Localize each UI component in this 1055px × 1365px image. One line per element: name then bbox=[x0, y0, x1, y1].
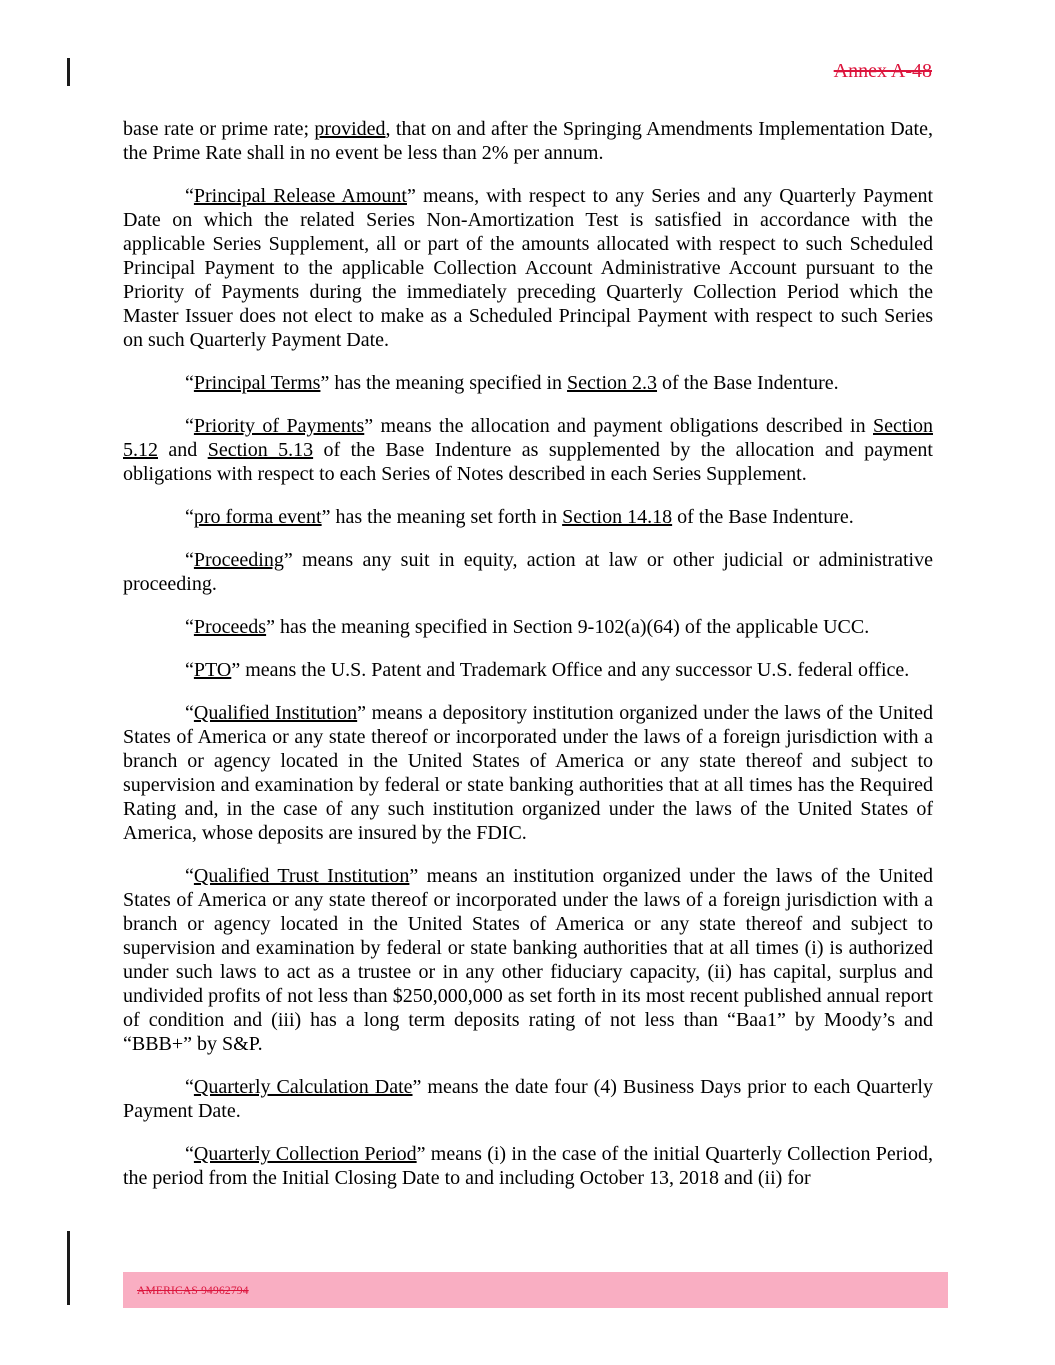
defined-term: pro forma event bbox=[193, 506, 322, 528]
defined-term: Qualified Institution bbox=[193, 702, 358, 724]
paragraph bbox=[123, 414, 933, 486]
text-run: ” means the U.S. Patent and Trademark Office and any successor U.S. federal office. bbox=[231, 659, 910, 681]
text-run: “ bbox=[185, 415, 194, 437]
text-run: ” means the date four (4) Business Days prior to each Quarterly Payment Date. bbox=[123, 1076, 933, 1122]
text-run: ” means an institution organized under the laws of the United States of America or any state thereof or incorporated under the laws of a foreign jurisdiction with a branch or agency located in the United States of America or any state thereof and subject to supervision and examination by federal or state banking authorities that at all times (i) is authorized under such laws to act as a trustee or in any other fiduciary capacity, (ii) has capital, surplus and undivided profits of not less than $250,000,000 as set forth in its most recent published annual report of condition and (iii) has a long term deposits rating of not less than “Baa1” by Moody’s and “BBB+” by S&P. bbox=[123, 865, 934, 1055]
footer-highlight-bar bbox=[123, 1272, 948, 1308]
paragraph bbox=[123, 701, 933, 845]
text-run: “ bbox=[185, 1143, 194, 1165]
text-run: “ bbox=[185, 1076, 194, 1098]
text-run: of the Base Indenture as supplemented by the allocation and payment obligations with respect to each Series of Notes described in each Series Supplement. bbox=[123, 439, 933, 485]
defined-term: Proceeding bbox=[193, 549, 284, 571]
paragraph bbox=[123, 615, 933, 639]
text-run: “ bbox=[185, 549, 194, 571]
paragraph bbox=[123, 371, 933, 395]
defined-term: Principal Release Amount bbox=[193, 185, 407, 207]
defined-term: Proceeds bbox=[193, 616, 267, 638]
annex-page-label: Annex A-48 bbox=[833, 60, 932, 82]
defined-term: Quarterly Collection Period bbox=[193, 1143, 417, 1165]
defined-term: Section 2.3 bbox=[567, 372, 658, 394]
text-run: ” has the meaning set forth in bbox=[321, 506, 563, 528]
text-run: “ bbox=[185, 702, 194, 724]
defined-term: provided bbox=[314, 118, 386, 140]
text-run: ” has the meaning specified in bbox=[320, 372, 568, 394]
text-run: ” has the meaning specified in Section 9-102(a)(64) of the applicable UCC. bbox=[266, 616, 870, 638]
paragraph bbox=[123, 658, 933, 682]
text-run: ” means any suit in equity, action at law or other judicial or administrative proceeding. bbox=[123, 549, 933, 595]
change-bar-bottom bbox=[67, 1231, 70, 1305]
text-run: “ bbox=[185, 372, 194, 394]
footer-doc-code: AMERICAS 94962794 bbox=[137, 1285, 249, 1297]
text-run: “ bbox=[185, 659, 194, 681]
defined-term: Principal Terms bbox=[193, 372, 321, 394]
paragraph bbox=[123, 548, 933, 596]
paragraph bbox=[123, 117, 933, 165]
defined-term: Section 14.18 bbox=[562, 506, 673, 528]
paragraph bbox=[123, 505, 933, 529]
text-run: , that on and after the Springing Amendments Implementation Date, the Prime Rate shall in no event be less than 2% per annum. bbox=[123, 118, 933, 164]
text-run: “ bbox=[185, 865, 194, 887]
defined-term: Qualified Trust Institution bbox=[193, 865, 410, 887]
change-bar-top bbox=[67, 58, 70, 86]
text-run: “ bbox=[185, 506, 194, 528]
paragraph bbox=[123, 184, 933, 352]
text-run: ” means a depository institution organized under the laws of the United States of America or any state thereof or incorporated under the laws of a foreign jurisdiction with a branch or agency located in the United States of America or any state thereof and subject to supervision and examination by federal or state banking authorities that at all times has the Required Rating and, in the case of any such institution organized under the laws of the United States of America, whose deposits are insured by the FDIC. bbox=[123, 702, 933, 844]
text-run: ” means, with respect to any Series and any Quarterly Payment Date on which the related Series Non-Amortization Test is satisfied in accordance with the applicable Series Supplement, all or part of the amounts allocated with respect to such Scheduled Principal Payment to the applicable Collection Account Administrative Account pursuant to the Priority of Payments during the immediately preceding Quarterly Collection Period which the Master Issuer does not elect to make as a Scheduled Principal Payment with respect to such Series on such Quarterly Payment Date. bbox=[123, 185, 933, 351]
text-run: of the Base Indenture. bbox=[657, 372, 839, 394]
paragraph bbox=[123, 864, 933, 1056]
text-run: and bbox=[158, 439, 208, 461]
text-run: “ bbox=[185, 616, 194, 638]
text-run: ” means the allocation and payment obligations described in bbox=[364, 415, 873, 437]
paragraph bbox=[123, 1142, 933, 1190]
defined-term: Section 5.13 bbox=[207, 439, 314, 461]
defined-term: Quarterly Calculation Date bbox=[193, 1076, 413, 1098]
text-run: of the Base Indenture. bbox=[672, 506, 854, 528]
defined-term: Priority of Payments bbox=[193, 415, 365, 437]
defined-term: PTO bbox=[193, 659, 232, 681]
text-run: “ bbox=[185, 185, 194, 207]
text-run: ” means (i) in the case of the initial Quarterly Collection Period, the period from the Initial Closing Date to and including October 13, 2018 and (ii) for bbox=[123, 1143, 933, 1189]
defined-term: Section 5.12 bbox=[123, 415, 933, 461]
paragraph bbox=[123, 1075, 933, 1123]
text-run: base rate or prime rate; bbox=[123, 118, 315, 140]
document-body bbox=[123, 117, 933, 1209]
